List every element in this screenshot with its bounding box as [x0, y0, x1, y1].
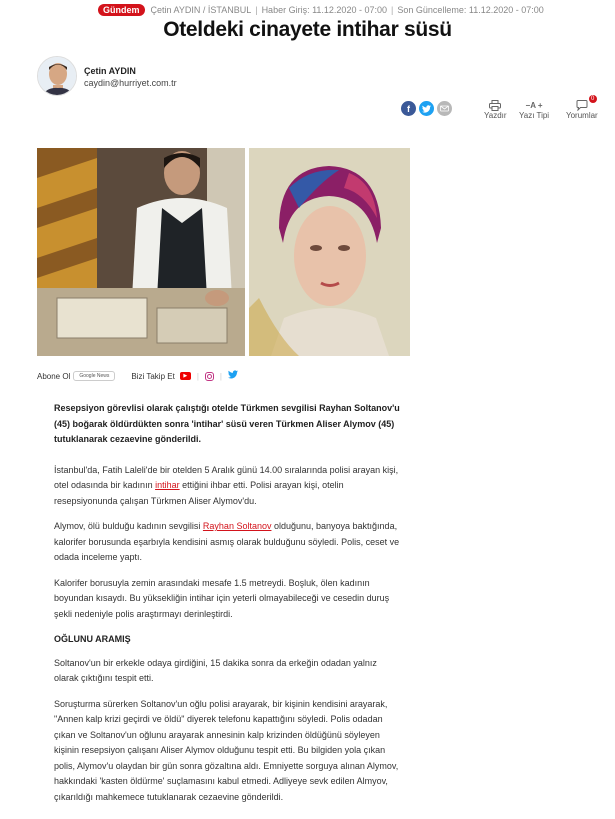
- paragraph-text: olduğunu, banyoya baktığında, kalorifer borusunda eşarbıyla kendisini asmış olarak bulduğunu söyledi. Polis, ceset ve odada inceleme yaptı.: [54, 521, 400, 562]
- follow-us-label: Bizi Takip Et: [131, 371, 175, 381]
- paragraph-text: ettiğini ihbar etti. Polisi arayan kişi, otelin resepsiyonunda çalışan Türkmen Aliser Alymov'du.: [54, 480, 344, 506]
- print-icon: [489, 100, 501, 111]
- subscribe-label: Abone Ol: [37, 371, 71, 381]
- author-email[interactable]: caydin@hurriyet.com.tr: [84, 78, 177, 88]
- font-size-label: Yazı Tipi: [519, 111, 550, 120]
- print-button[interactable]: [484, 100, 507, 120]
- paragraph: Soruşturma sürerken Soltanov'un oğlu polisi arayarak, bir kişinin kendisini arayarak, "Annen kalp krizi geçirdi ve öldü" diyerek telefonu kapattığını söyledi. Polis odadan çıkan ve Soltanov'un oğlunu arayarak annesinin kalp krizinden öldüğünü söyleyen kişinin resepsiyon çalışanı Aliser Alymov olduğunu tespit etti. Bu bilgiden yola çıkan polis, Alymov'u olaydan bir gün sonra gözaltına aldı. Emniyette sorguya alınan Alymov, hakkındaki 'kasten öldürme' suçlamasını kabul etmedi. Adliyeye sevk edilen Almyov, çıkarıldığı mahkemece tutuklanarak cezaevine gönderildi.: [54, 698, 399, 802]
- social-divider: |: [219, 371, 222, 381]
- font-size-icon: −A +: [525, 101, 543, 110]
- article-lead: Resepsiyon görevlisi olarak çalıştığı otelde Türkmen sevgilisi Rayhan Soltanov'u (45) boğarak öldürdükten sonra 'intihar' süsü veren Türkmen Aliser Alymov (45) tutuklanarak cezaevine gönderildi.: [54, 403, 400, 444]
- mail-icon[interactable]: [437, 101, 452, 116]
- paragraph-text: Alymov, ölü bulduğu kadının sevgilisi: [54, 521, 203, 531]
- twitter-follow-icon[interactable]: [228, 370, 238, 382]
- twitter-icon[interactable]: [419, 101, 434, 116]
- comments-label: Yorumlar: [566, 111, 598, 120]
- comments-button[interactable]: [566, 96, 598, 120]
- comments-count-badge: 0: [589, 95, 597, 103]
- meta-divider: |: [255, 5, 258, 15]
- paragraph: [54, 519, 401, 566]
- updated-date: Son Güncelleme: 11.12.2020 - 07:00: [397, 5, 544, 15]
- share-buttons: [401, 101, 452, 116]
- meta-divider: |: [390, 5, 394, 15]
- social-follow-row: [37, 370, 238, 382]
- comment-icon: [576, 100, 588, 111]
- youtube-icon[interactable]: ▶: [180, 372, 191, 380]
- published-date: Haber Giriş: 11.12.2020 - 07:00: [261, 5, 387, 15]
- tag-link-rayhan-soltanov[interactable]: Rayhan Soltanov: [202, 521, 272, 531]
- print-label: Yazdır: [484, 111, 507, 120]
- paragraph: Soltanov'un bir erkekle odaya girdiğini, 15 dakika sonra da erkeğin odadan yalnız olarak çıktığını tespit etti.: [54, 657, 377, 683]
- author-avatar[interactable]: [37, 56, 77, 96]
- facebook-icon[interactable]: f: [401, 101, 416, 116]
- font-size-button[interactable]: [519, 100, 549, 120]
- article-body: [54, 401, 401, 815]
- social-divider: |: [196, 371, 199, 381]
- article-title: Oteldeki cinayete intihar süsü: [163, 18, 452, 41]
- tag-link-intihar[interactable]: intihar: [155, 480, 180, 490]
- article-meta-bar: [98, 3, 544, 17]
- paragraph-text: İstanbul'da, Fatih Laleli'de bir otelden 5 Aralık günü 14.00 sıralarında polisi arayan kişi, otel odasında bir kadının: [54, 464, 399, 490]
- author-location: Çetin AYDIN / İSTANBUL: [150, 5, 252, 15]
- category-badge[interactable]: Gündem: [98, 4, 145, 16]
- article-photo-suspect[interactable]: [37, 148, 245, 356]
- paragraph: Kalorifer borusuyla zemin arasındaki mesafe 1.5 metreydi. Boşluk, ölen kadının boyundan kısaydı. Bu yüksekliğin intihar için yeterli olmayabileceği ve cesedin duruş şekli nedeniyle polis araştırmayı derinleştirdi.: [54, 577, 390, 619]
- article-photo-victim[interactable]: [249, 148, 410, 356]
- section-subheading: OĞLUNU ARAMIŞ: [54, 634, 131, 644]
- author-name[interactable]: Çetin AYDIN: [84, 66, 136, 76]
- paragraph: [54, 463, 401, 510]
- instagram-icon[interactable]: [205, 372, 214, 381]
- google-news-button[interactable]: Google News: [73, 371, 115, 381]
